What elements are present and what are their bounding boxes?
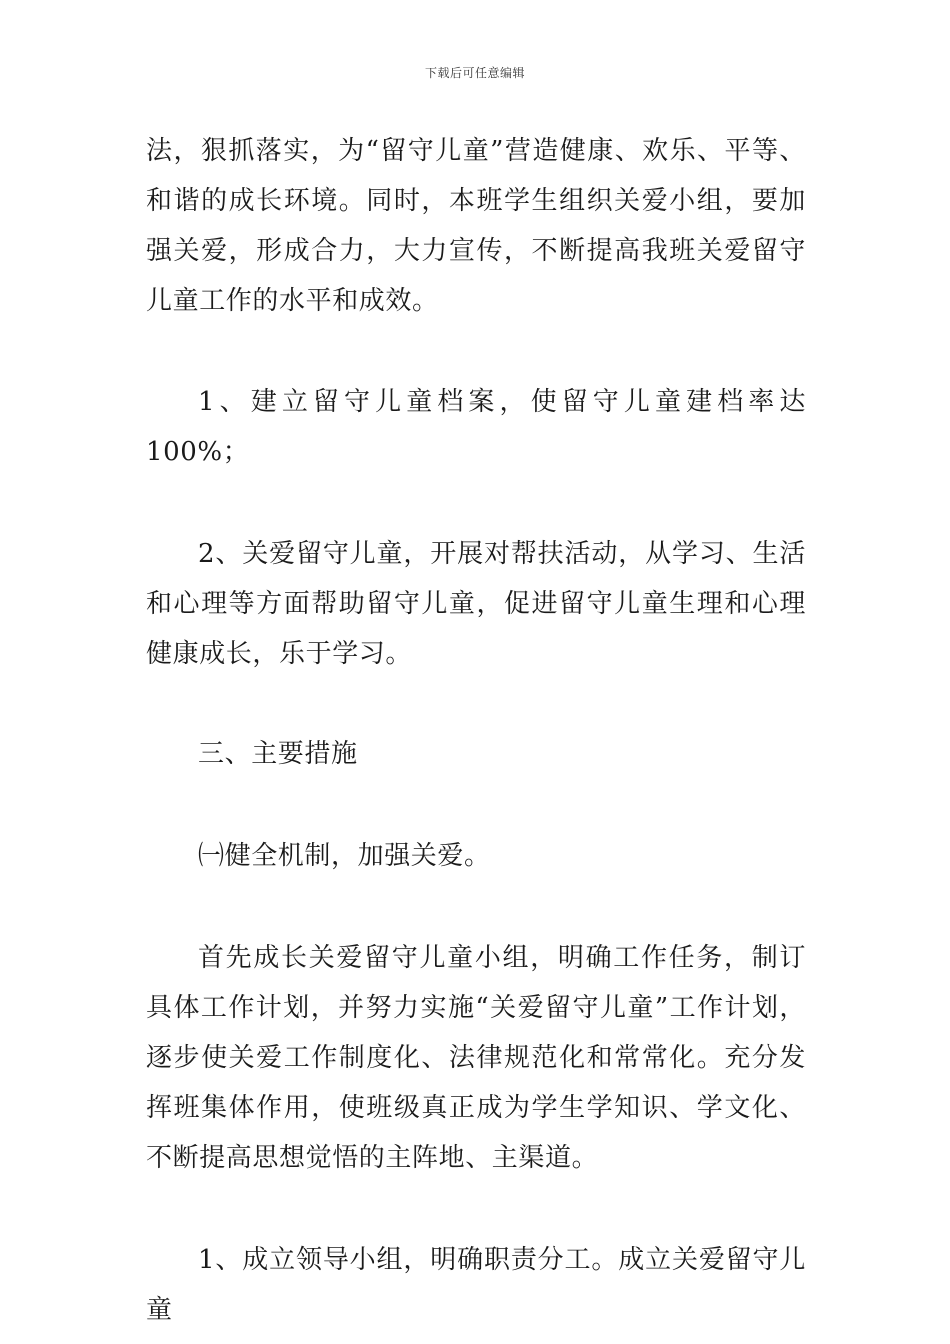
paragraph-continuation: 法，狠抓落实，为“留守儿童”营造健康、欢乐、平等、和谐的成长环境。同时，本班学生组织关爱小组，要加强关爱，形成合力，大力宣传，不断提高我班关爱留守儿童工作的水平和成效。 <box>146 136 806 316</box>
subsection-heading-mechanism: ㈠健全机制，加强关爱。 <box>198 841 491 871</box>
section-heading-measures: 三、主要措施 <box>198 739 358 769</box>
page-header-note: 下载后可任意编辑 <box>424 66 525 80</box>
list-item-care: 2、关爱留守儿童，开展对帮扶活动，从学习、生活和心理等方面帮助留守儿童，促进留守儿童生理和心理健康成长，乐于学习。 <box>146 539 806 669</box>
paragraph-first-steps: 首先成长关爱留守儿童小组，明确工作任务，制订具体工作计划，并努力实施“关爱留守儿童”工作计划，逐步使关爱工作制度化、法律规范化和常常化。充分发挥班集体作用，使班级真正成为学生学知识、学文化、不断提高思想觉悟的主阵地、主渠道。 <box>146 943 806 1173</box>
document-body <box>146 126 806 1335</box>
list-item-archive: 1、建立留守儿童档案，使留守儿童建档率达 100%； <box>146 387 806 467</box>
list-item-leadership: 1、成立领导小组，明确职责分工。成立关爱留守儿童 <box>146 1245 806 1325</box>
